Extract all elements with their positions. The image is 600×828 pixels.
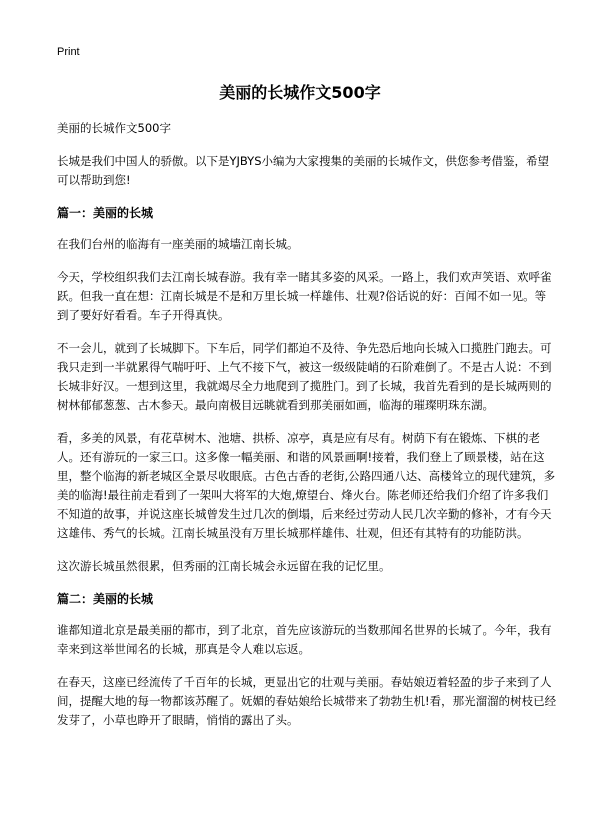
print-label[interactable]: Print (57, 46, 80, 58)
article-body (57, 119, 557, 744)
paragraph: 不一会儿，就到了长城脚下。下车后，同学们都迫不及待、争先恐后地向长城入口揽胜门跑去。可我只走到一半就累得气喘吁吁、上气不接下气，被这一级级陡峭的石阶难倒了。不是古人说：不到长城非好汉。一想到这里，我就竭尽全力地爬到了揽胜门。到了长城，我首先看到的是长城两则的树林郁郁葱葱、古木参天。最向南极目远眺就看到那美丽如画，临海的璀璨明珠东湖。 (57, 341, 552, 412)
intro-paragraph: 长城是我们中国人的骄傲。以下是YJBYS小编为大家搜集的美丽的长城作文，供您参考借鉴，希望可以帮助到您! (57, 154, 549, 187)
section-heading-1: 篇一：美丽的长城 (57, 206, 154, 220)
paragraph: 在我们台州的临海有一座美丽的城墙江南长城。 (57, 237, 299, 251)
subtitle-paragraph: 美丽的长城作文500字 (57, 121, 171, 135)
paragraph: 谁都知道北京是最美丽的都市，到了北京，首先应该游玩的当数那闻名世界的长城了。今年，我有幸来到这举世闻名的长城，那真是令人难以忘返。 (57, 623, 552, 656)
paragraph: 在春天，这座已经流传了千百年的长城，更显出它的壮观与美丽。春姑娘迈着轻盈的步子来到了人间，提醒大地的每一物都该苏醒了。妩媚的春姑娘给长城带来了勃勃生机!看，那光溜溜的树枝已经发芽了，小草也睁开了眼睛，悄悄的露出了头。 (57, 675, 557, 727)
paragraph: 这次游长城虽然很累，但秀丽的江南长城会永远留在我的记忆里。 (57, 559, 391, 573)
paragraph: 今天，学校组织我们去江南长城春游。我有幸一睹其多姿的风采。一路上，我们欢声笑语、欢呼雀跃。但我一直在想：江南长城是不是和万里长城一样雄伟、壮观?俗话说的好：百闻不如一见。等到了要好好看看。车子开得真快。 (57, 270, 552, 322)
paragraph: 看，多美的风景，有花草树木、池塘、拱桥、凉亭，真是应有尽有。树荫下有在锻炼、下棋的老人。还有游玩的一家三口。这多像一幅美丽、和谐的风景画啊!接着，我们登上了顾景楼，站在这里，整个临海的新老城区全景尽收眼底。古色古香的老街,公路四通八达、高楼耸立的现代建筑，多美的临海!最往前走看到了一架叫大将军的大炮,燎望台、烽火台。陈老师还给我们介绍了许多我们不知道的故事，并说这座长城曾发生过几次的倒塌，后来经过劳动人民几次辛勤的修补，才有今天这雄伟、秀气的长城。江南长城虽没有万里长城那样雄伟、壮观，但还有其特有的功能防洪。 (57, 431, 556, 540)
page-title: 美丽的长城作文500字 (219, 83, 381, 102)
section-heading-2: 篇二：美丽的长城 (57, 592, 154, 606)
